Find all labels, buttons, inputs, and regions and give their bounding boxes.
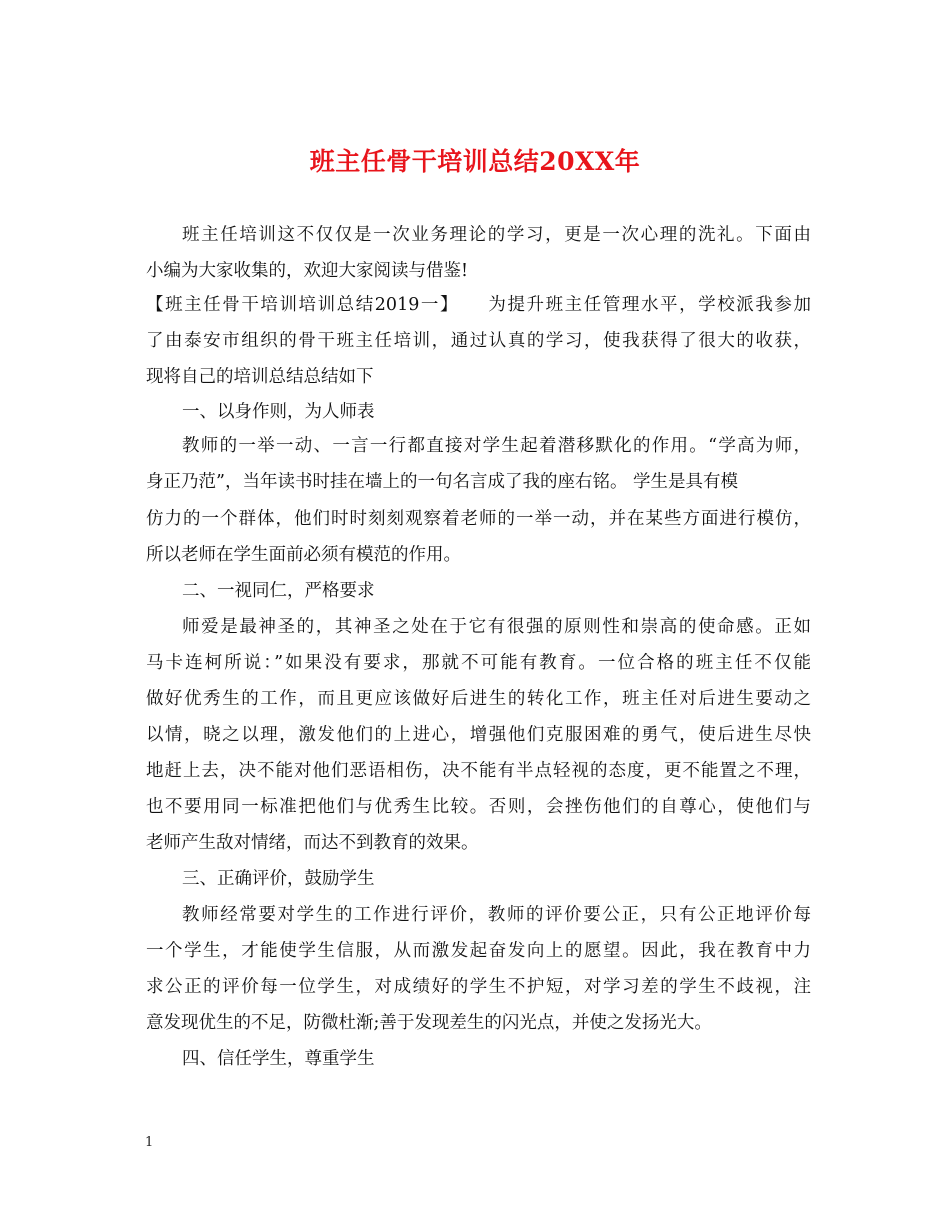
paragraph-line: 了由泰安市组织的骨干班主任培训，通过认真的学习，使我获得了很大的收获， xyxy=(146,331,811,351)
paragraph-line: 做好优秀生的工作，而且更应该做好后进生的转化工作，班主任对后进生要动之 xyxy=(146,689,811,709)
paragraph-line: 以情，晓之以理，激发他们的上进心，增强他们克服困难的勇气，使后进生尽快 xyxy=(146,725,811,745)
paragraph-line: 一个学生，才能使学生信服，从而激发起奋发向上的愿望。因此，我在教育中力 xyxy=(146,941,811,961)
paragraph-line: 身正乃范”，当年读书时挂在墙上的一句名言成了我的座右铭。 学生是具有模 xyxy=(146,472,739,492)
section-heading: 一、以身作则，为人师表 xyxy=(182,402,375,422)
paragraph-line: 老师产生敌对情绪，而达不到教育的效果。 xyxy=(146,833,479,853)
paragraph-line: 现将自己的培训总结总结如下 xyxy=(146,367,374,387)
section-heading: 二、一视同仁，严格要求 xyxy=(182,581,375,601)
paragraph-line: 所以老师在学生面前必须有模范的作用。 xyxy=(146,545,461,565)
paragraph-line: 马卡连柯所说：”如果没有要求，那就不可能有教育。一位合格的班主任不仅能 xyxy=(146,653,811,673)
page-number: 1 xyxy=(145,1135,154,1150)
paragraph-line: 小编为大家收集的，欢迎大家阅读与借鉴! xyxy=(146,261,469,281)
section-heading: 三、正确评价，鼓励学生 xyxy=(182,869,375,889)
paragraph-line: 班主任培训这不仅仅是一次业务理论的学习，更是一次心理的洗礼。下面由 xyxy=(182,225,811,245)
paragraph-line: 教师经常要对学生的工作进行评价，教师的评价要公正，只有公正地评价每 xyxy=(182,905,811,925)
paragraph-line: 地赶上去，决不能对他们恶语相伤，决不能有半点轻视的态度，更不能置之不理， xyxy=(146,761,811,781)
paragraph-line: 也不要用同一标准把他们与优秀生比较。否则，会挫伤他们的自尊心，使他们与 xyxy=(146,797,811,817)
paragraph-line: 师爱是最神圣的，其神圣之处在于它有很强的原则性和崇高的使命感。正如 xyxy=(182,617,811,637)
section-heading: 四、信任学生，尊重学生 xyxy=(182,1049,375,1069)
paragraph-line: 意发现优生的不足，防微杜渐;善于发现差生的闪光点，并使之发扬光大。 xyxy=(146,1013,712,1033)
document-title: 班主任骨干培训总结20XX年 xyxy=(309,147,641,176)
paragraph-line: 仿力的一个群体，他们时时刻刻观察着老师的一举一动，并在某些方面进行模仿， xyxy=(146,509,811,529)
paragraph-line: 【班主任骨干培训培训总结2019一】 为提升班主任管理水平，学校派我参加 xyxy=(146,295,811,315)
paragraph-line: 教师的一举一动、一言一行都直接对学生起着潜移默化的作用。“学高为师， xyxy=(182,436,811,456)
paragraph-line: 求公正的评价每一位学生，对成绩好的学生不护短，对学习差的学生不歧视，注 xyxy=(146,977,811,997)
